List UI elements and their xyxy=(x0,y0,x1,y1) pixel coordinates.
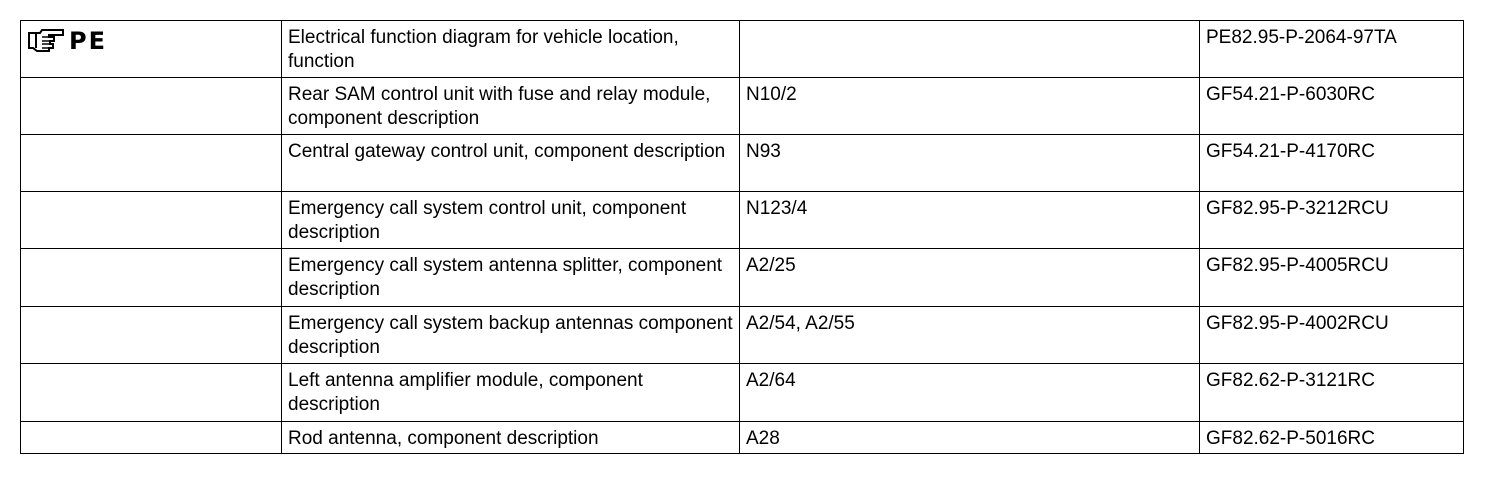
empty-cell xyxy=(21,135,282,192)
code-cell: A2/64 xyxy=(740,364,1200,422)
table-row xyxy=(21,192,1464,249)
reference-cell: GF82.95-P-3212RCU xyxy=(1200,192,1464,249)
table-row xyxy=(21,422,1464,454)
reference-cell: GF82.95-P-4002RCU xyxy=(1200,307,1464,364)
code-cell xyxy=(740,21,1200,78)
description-cell: Electrical function diagram for vehicle location, function xyxy=(282,21,740,78)
reference-cell: GF82.62-P-3121RC xyxy=(1200,364,1464,422)
table-row xyxy=(21,78,1464,135)
table-row xyxy=(21,364,1464,422)
table-row xyxy=(21,307,1464,364)
empty-cell xyxy=(21,307,282,364)
code-cell: N93 xyxy=(740,135,1200,192)
code-cell: N123/4 xyxy=(740,192,1200,249)
empty-cell xyxy=(21,249,282,307)
pointing-hand-icon xyxy=(27,28,65,54)
code-cell: A28 xyxy=(740,422,1200,454)
description-cell: Central gateway control unit, component description xyxy=(282,135,740,192)
reference-table xyxy=(20,20,1464,454)
empty-cell xyxy=(21,78,282,135)
pe-marker xyxy=(27,26,107,56)
table-row xyxy=(21,135,1464,192)
reference-cell: GF82.95-P-4005RCU xyxy=(1200,249,1464,307)
description-cell: Emergency call system antenna splitter, component description xyxy=(282,249,740,307)
description-cell: Emergency call system backup antennas component description xyxy=(282,307,740,364)
description-cell: Emergency call system control unit, component description xyxy=(282,192,740,249)
table-row xyxy=(21,249,1464,307)
reference-cell: GF54.21-P-4170RC xyxy=(1200,135,1464,192)
reference-cell: GF82.62-P-5016RC xyxy=(1200,422,1464,454)
table-row xyxy=(21,21,1464,78)
empty-cell xyxy=(21,364,282,422)
description-cell: Rod antenna, component description xyxy=(282,422,740,454)
description-cell: Rear SAM control unit with fuse and relay module, component description xyxy=(282,78,740,135)
reference-cell: PE82.95-P-2064-97TA xyxy=(1200,21,1464,78)
code-cell: N10/2 xyxy=(740,78,1200,135)
empty-cell xyxy=(21,192,282,249)
code-cell: A2/54, A2/55 xyxy=(740,307,1200,364)
code-cell: A2/25 xyxy=(740,249,1200,307)
description-cell: Left antenna amplifier module, component description xyxy=(282,364,740,422)
marker-label: PE xyxy=(69,27,107,55)
reference-cell: GF54.21-P-6030RC xyxy=(1200,78,1464,135)
empty-cell xyxy=(21,422,282,454)
marker-cell xyxy=(21,21,282,78)
